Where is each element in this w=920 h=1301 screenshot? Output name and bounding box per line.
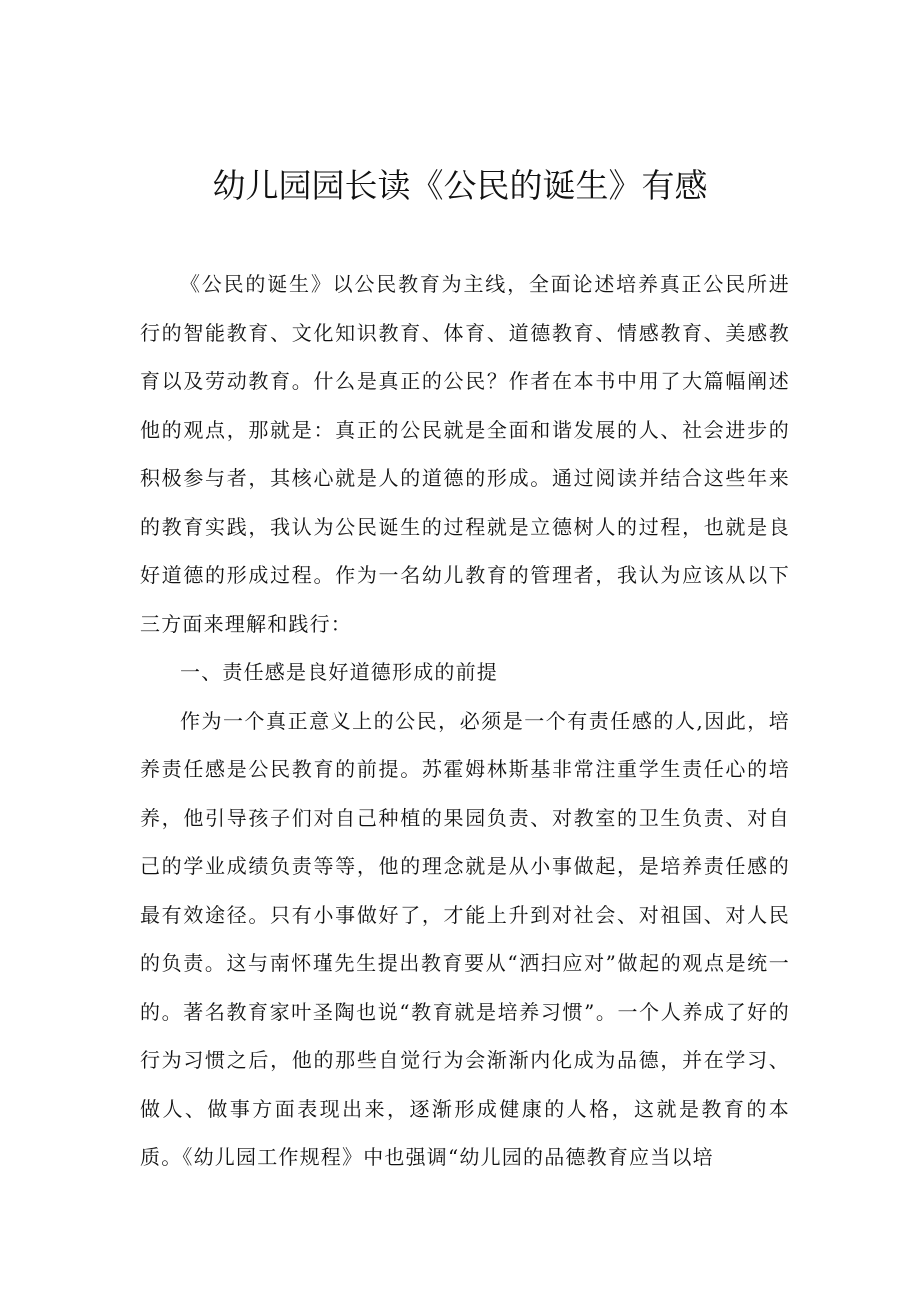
paragraph-responsibility: 作为一个真正意义上的公民，必须是一个有责任感的人,因此，培养责任感是公民教育的前提。苏霍姆林斯基非常注重学生责任心的培养，他引导孩子们对自己种植的果园负责、对教室的卫生负责、对自己的学业成绩负责等等，他的理念就是从小事做起，是培养责任感的最有效途径。只有小事做好了，才能上升到对社会、对祖国、对人民的负责。这与南怀瑾先生提出教育要从“洒扫应对”做起的观点是统一的。著名教育家叶圣陶也说“教育就是培养习惯”。一个人养成了好的行为习惯之后，他的那些自觉行为会渐渐内化成为品德，并在学习、做人、做事方面表现出来，逐渐形成健康的人格，这就是教育的本质。《幼儿园工作规程》中也强调“幼儿园的品德教育应当以培 <box>140 708 790 1169</box>
document-body <box>140 260 790 1182</box>
section-heading-1: 一、责任感是良好道德形成的前提 <box>180 660 498 684</box>
paragraph-intro: 《公民的诞生》以公民教育为主线，全面论述培养真正公民所进行的智能教育、文化知识教育、体育、道德教育、情感教育、美感教育以及劳动教育。什么是真正的公民？作者在本书中用了大篇幅阐述他的观点，那就是：真正的公民就是全面和谐发展的人、社会进步的积极参与者，其核心就是人的道德的形成。通过阅读并结合这些年来的教育实践，我认为公民诞生的过程就是立德树人的过程，也就是良好道德的形成过程。作为一名幼儿教育的管理者，我认为应该从以下三方面来理解和践行： <box>140 272 790 636</box>
document-title: 幼儿园园长读《公民的诞生》有感 <box>212 166 708 205</box>
